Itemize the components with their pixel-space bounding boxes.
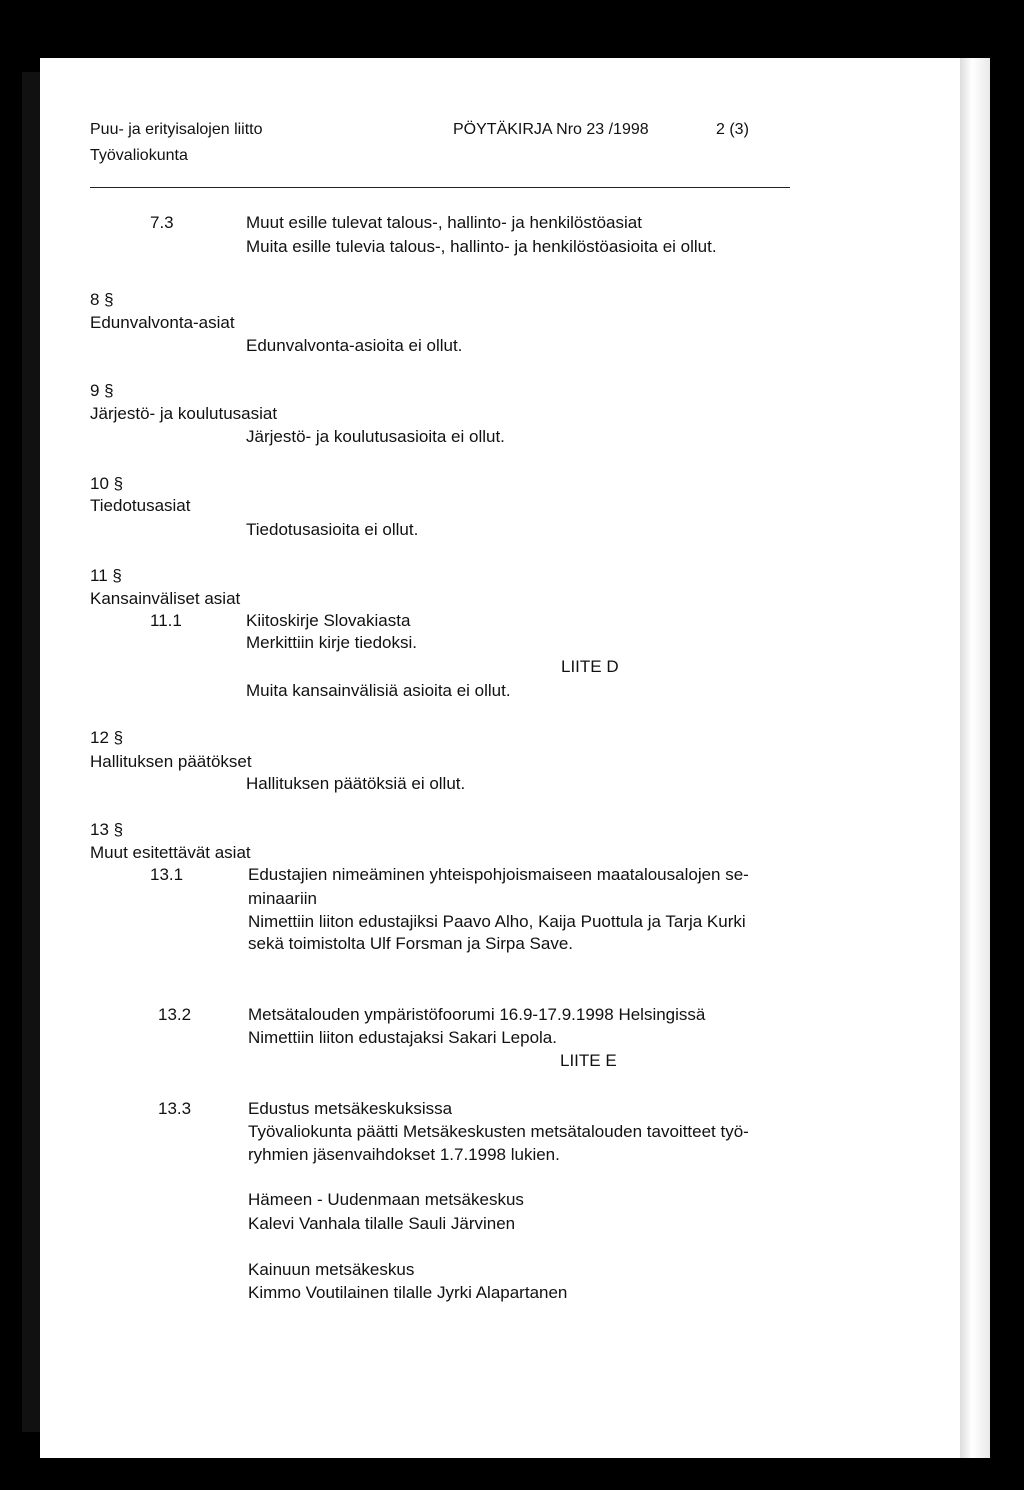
scan-edge-left xyxy=(22,72,40,1432)
section-text: Järjestö- ja koulutusasioita ei ollut. xyxy=(246,427,505,446)
section-title: Järjestö- ja koulutusasiat xyxy=(90,404,278,423)
attachment-label: LIITE E xyxy=(560,1051,617,1070)
subsection-text: Kainuun metsäkeskus xyxy=(248,1260,415,1279)
section-text: Hallituksen päätöksiä ei ollut. xyxy=(246,774,466,793)
subsection-text: Nimettiin liiton edustajiksi Paavo Alho, Kaija Puottula ja Tarja Kurki xyxy=(248,912,746,931)
subsection-text: ryhmien jäsenvaihdokset 1.7.1998 lukien. xyxy=(248,1145,560,1164)
subsection-text: sekä toimistolta Ulf Forsman ja Sirpa Save. xyxy=(248,934,574,953)
subsection-text: Kalevi Vanhala tilalle Sauli Järvinen xyxy=(248,1214,516,1233)
section-number: 10 § xyxy=(90,474,124,493)
section-number: 11 § xyxy=(90,566,122,585)
section-number: 7.3 xyxy=(150,213,174,232)
scan-edge-right xyxy=(960,58,990,1458)
section-title: Tiedotusasiat xyxy=(90,496,191,515)
subsection-number: 13.3 xyxy=(158,1099,192,1118)
header-unit: Työvaliokunta xyxy=(90,147,188,164)
section-title: Muut esille tulevat talous-, hallinto- ja henkilöstöasiat xyxy=(246,213,642,232)
header-doc-number: PÖYTÄKIRJA Nro 23 /1998 xyxy=(453,121,649,138)
section-title: Muut esitettävät asiat xyxy=(90,843,251,862)
subsection-number: 13.1 xyxy=(150,865,184,884)
section-title: Kansainväliset asiat xyxy=(90,589,241,608)
subsection-text: Työvaliokunta päätti Metsäkeskusten metsätalouden tavoitteet työ- xyxy=(248,1122,749,1141)
subsection-title: Edustajien nimeäminen yhteispohjoismaiseen maatalousalojen se- xyxy=(248,865,749,884)
section-number: 13 § xyxy=(90,820,124,839)
subsection-title: minaariin xyxy=(248,889,317,908)
section-title: Hallituksen päätökset xyxy=(90,752,252,771)
subsection-text: Kimmo Voutilainen tilalle Jyrki Alapartanen xyxy=(248,1283,568,1302)
section-number: 9 § xyxy=(90,381,114,400)
subsection-title: Metsätalouden ympäristöfoorumi 16.9-17.9.1998 Helsingissä xyxy=(248,1005,706,1024)
header-org: Puu- ja erityisalojen liitto xyxy=(90,121,263,138)
section-number: 8 § xyxy=(90,290,114,309)
subsection-text: Nimettiin liiton edustajaksi Sakari Lepola. xyxy=(248,1028,557,1047)
subsection-title: Edustus metsäkeskuksissa xyxy=(248,1099,453,1118)
header-rule xyxy=(90,187,790,188)
section-text: Muita esille tulevia talous-, hallinto- ja henkilöstöasioita ei ollut. xyxy=(246,237,717,256)
section-text: Tiedotusasioita ei ollut. xyxy=(246,520,419,539)
header-page-number: 2 (3) xyxy=(716,121,749,138)
subsection-text: Hämeen - Uudenmaan metsäkeskus xyxy=(248,1190,524,1209)
section-text: Muita kansainvälisiä asioita ei ollut. xyxy=(246,681,511,700)
section-title: Edunvalvonta-asiat xyxy=(90,313,235,332)
section-text: Edunvalvonta-asioita ei ollut. xyxy=(246,336,463,355)
subsection-number: 11.1 xyxy=(150,611,182,630)
subsection-text: Merkittiin kirje tiedoksi. xyxy=(246,633,417,652)
attachment-label: LIITE D xyxy=(561,657,619,676)
subsection-number: 13.2 xyxy=(158,1005,192,1024)
subsection-title: Kiitoskirje Slovakiasta xyxy=(246,611,411,630)
section-number: 12 § xyxy=(90,728,124,747)
